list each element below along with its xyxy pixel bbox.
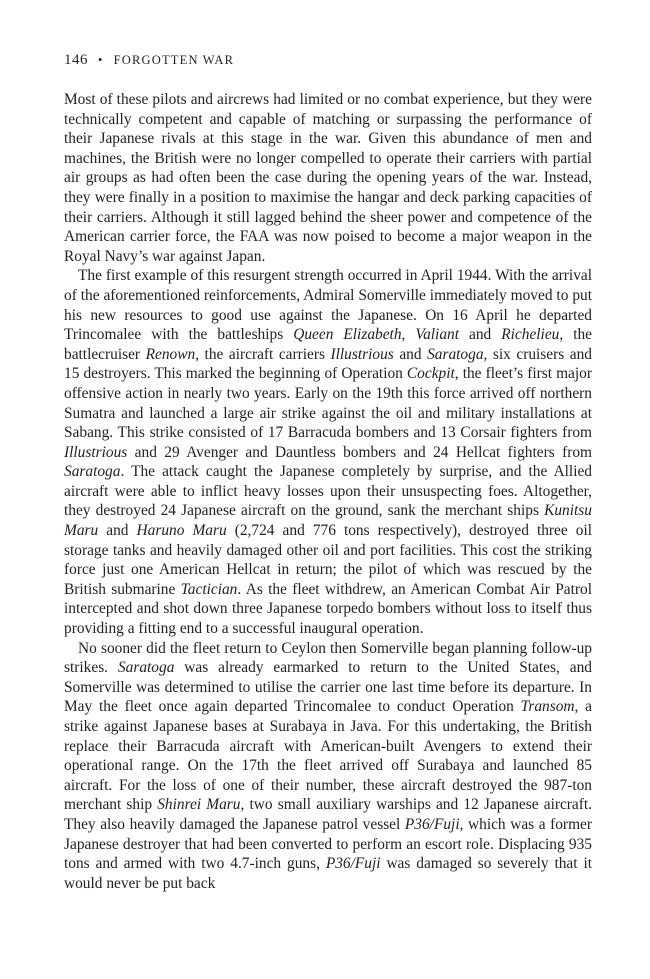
- text-run: , the fleet’s first major offensive action in nearly two years. Early on the 19th this force arrived off northern Sumatra and launched a large air strike against the oil and military installations at Sabang. This strike consisted of 17 Barracuda bombers and 13 Corsair fighters from: [64, 365, 592, 442]
- italic-text: Kunitsu Maru: [64, 502, 592, 540]
- italic-text: Transom: [520, 698, 575, 716]
- paragraph: [64, 639, 592, 894]
- italic-text: Shinrei Maru: [157, 796, 241, 814]
- italic-text: Illustrious: [330, 345, 394, 363]
- header-separator: •: [98, 53, 104, 67]
- italic-text: Saratoga: [64, 463, 121, 481]
- text-run: was damaged so severely that it would never be put back: [64, 855, 592, 892]
- italic-text: Illustrious: [64, 443, 128, 461]
- text-run: and: [459, 326, 502, 344]
- text-run: No sooner did the fleet return to Ceylon then Somerville began planning follow-up strikes.: [64, 639, 592, 677]
- book-title: FORGOTTEN WAR: [113, 53, 235, 67]
- text-run: , which was a former Japanese destroyer that had been converted to perform an escort role. Displacing 935 tons and armed with two 4.7-inch guns,: [64, 815, 592, 873]
- text-run: and 29 Avenger and Dauntless bombers and 24 Hellcat fighters from: [127, 443, 592, 461]
- page-number: 146: [64, 52, 88, 68]
- italic-text: Cockpit: [406, 365, 455, 383]
- italic-text: Valiant: [415, 326, 459, 344]
- italic-text: Haruno Maru: [136, 522, 227, 540]
- text-run: (2,724 and 776 tons respectively), destroyed three oil storage tanks and heavily damaged other oil and port facilities. This cost the striking force just one American Hellcat in return; the pilot of which was rescued by the British submarine: [64, 522, 593, 598]
- text-run: , six cruisers and 15 destroyers. This marked the beginning of Operation: [64, 345, 592, 383]
- text-run: , two small auxiliary warships and 12 Japanese aircraft. They also heavily damaged the Japanese patrol vessel: [64, 796, 593, 833]
- italic-text: Tactician: [180, 580, 238, 598]
- text-run: . As the fleet withdrew, an American Combat Air Patrol intercepted and shot down three Japanese torpedo bombers without loss to itself thus providing a fitting end to a successful inaugural operation.: [64, 580, 592, 638]
- body-text: [64, 90, 592, 893]
- paragraph: [64, 266, 592, 638]
- text-run: and: [393, 345, 428, 363]
- book-page: [64, 50, 592, 893]
- italic-text: P36/Fuji: [325, 855, 381, 873]
- running-head: [64, 50, 592, 70]
- italic-text: Saratoga: [117, 659, 175, 677]
- text-run: and: [98, 522, 137, 540]
- text-run: The first example of this resurgent strength occurred in April 1944. With the arrival of the aforementioned reinforcements, Admiral Somerville immediately moved to put his new resources to good use against the Japanese. On 16 April he departed Trincomalee with the battleships: [64, 267, 592, 344]
- text-run: Most of these pilots and aircrews had limited or no combat experience, but they were technically competent and capable of matching or surpassing the performance of their Japanese rivals at this stage in the war. Given this abundance of men and machines, the British were no longer compelled to operate their carriers with partial air groups as had often been the case during the opening years of the war. Instead, they were finally in a position to maximise the hangar and deck parking capacities of their carriers. Although it still lagged behind the sheer power and competence of the American carrier force, the FAA was now poised to become a major weapon in the Royal Navy’s war against Japan.: [64, 91, 592, 265]
- italic-text: Queen Elizabeth: [293, 326, 402, 344]
- text-run: , the battlecruiser: [64, 326, 593, 363]
- text-run: was already earmarked to return to the United States, and Somerville was determined to utilise the carrier one last time before its departure. In May the fleet once again departed Trincomalee to conduct Operation: [64, 659, 592, 716]
- text-run: , a strike against Japanese bases at Surabaya in Java. For this undertaking, the British replace their Barracuda aircraft with American-built Avengers to extend their operational range. On the 17th the fleet arrived off Surabaya and launched 85 aircraft. For the loss of one of their number, these aircraft destroyed the 987-ton merchant ship: [64, 698, 593, 814]
- text-run: . The attack caught the Japanese completely by surprise, and the Allied aircraft were able to inflict heavy losses upon their unsuspecting foes. Altogether, they destroyed 24 Japanese aircraft on the ground, sank the merchant ships: [64, 463, 592, 520]
- paragraph: [64, 90, 592, 266]
- italic-text: Renown: [145, 345, 196, 363]
- italic-text: Richelieu: [501, 326, 560, 344]
- text-run: , the aircraft carriers: [195, 345, 331, 363]
- text-run: ,: [401, 326, 416, 344]
- italic-text: Saratoga: [427, 345, 484, 363]
- italic-text: P36/Fuji: [404, 815, 460, 833]
